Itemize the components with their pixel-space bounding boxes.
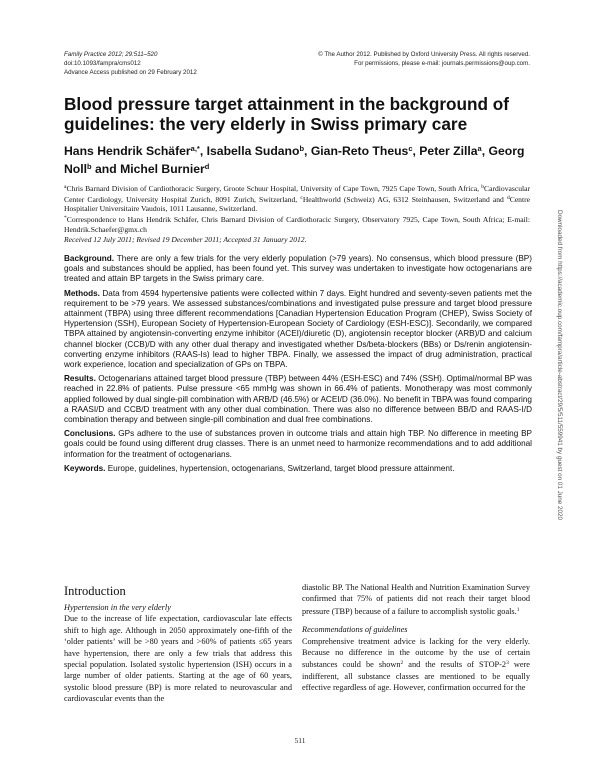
author-list: Hans Hendrik Schäfer$^{a,*}$, Isabella Sudano$^b$, Gian-Reto Theus$^c$, Peter Zilla$^a$, Georg Noll$^b$ and Michel Burnier$^d$ [64, 144, 525, 176]
affiliation-c: Healthworld (Schweiz) AG, 6312 Steinhausen, Switzerland and [302, 194, 504, 204]
advance-access: Advance Access published on 29 February 2012 [64, 69, 197, 76]
body-column-right [302, 582, 530, 694]
affiliations: $^a$Chris Barnard Division of Cardiothoracic Surgery, Groote Schuur Hospital, University of Cape Town, 7925 Cape Town, South Africa, $^b$Cardiovascular Center Cardiology, University Hospital Zurich, 8091 Zurich, Switzerland, $^c$Healthworld (Schweiz) AG, 6312 Steinhausen, Switzerland and $^d$Centre Hospitalier Universitaire Vaudois, 1011 Lausanne, Switzerland. *Correspondence to Hans Hendrik Schäfer, Chris Barnard Division of Cardiothoracic Surgery, Observatory 7925, Cape Town, South Africa; E-mail: Hendrik.Schaefer@gmx.ch Received 12 July 2011; Revised 19 December 2011; Accepted 31 January 2012. [64, 184, 530, 244]
citation-ref: 1 [516, 606, 520, 613]
received-dates: Received 12 July 2011; Revised 19 December 2011; Accepted 31 January 2012. [64, 234, 307, 244]
abstract-conclusions: Conclusions. GPs adhere to the use of substances proven in outcome trials and attain high TBP. No difference in meeting BP goals could be found using different drug classes. There is an unmet need to harmonize recommendations and to add additional information for the treatment of octogenarians. [64, 429, 532, 459]
author-affiliation-mark: a [477, 144, 482, 153]
body-paragraph: diastolic BP. The National Health and Nutrition Examination Survey confirmed that 75% of patients did not reach their target blood pressure (TBP) because of a failure to accomplish systolic goals.$^1$ [302, 583, 530, 616]
author-name: Gian-Reto Theus [310, 144, 409, 158]
citation-ref: 2 [400, 660, 404, 667]
author-name: Hans Hendrik Schäfer [64, 144, 191, 158]
download-watermark: Downloaded from https://academic.oup.com/fampra/article-abstract/29/5/511/559941 by guest on 01 June 2020 [556, 210, 563, 521]
abstract-background: Background. There are only a few trials for the very elderly population (>79 years). No consensus, which blood pressure (BP) goals and substances should be applied, has been found yet. This survey was undertaken to investigate how octogenarians are treated and attain BP targets in the Swiss primary care. [64, 254, 532, 284]
abstract-methods: Methods. Data from 4594 hypertensive patients were collected within 7 days. Eight hundred and seventy-seven patients met the requirement to be >79 years. We assessed substances/combinations and investigated pulse pressure and target blood pressure attainment (TBPA) using three different recommendations [Canadian Hypertension Education Program (CHEP), Swiss Society of Hypertension (SSH), European Society of Hypertension-European Society of Cardiology (ESH-ESC)]. Secondarily, we compared TBPA attained by angiotensin-converting enzyme inhibitor (ACEI)/diuretic (D), angiotensin receptor blocker (ARB)/D and calcium channel blocker (CCB)/D with any other dual therapy and investigated whether Ds/beta-blockers (BBs) or Ds/renin angiotensin-converting enzyme inhibitors (RAAS-Is) lead to higher TBPA. Finally, we assessed the impact of drug administration, practical work experience, location and specialization of GPs on TBPA. [64, 288, 532, 370]
abstract [64, 254, 532, 478]
journal-header [64, 50, 197, 77]
author-affiliation-mark: d [204, 162, 210, 171]
copyright-line: © The Author 2012. Published by Oxford University Press. All rights reserved. [318, 51, 530, 58]
author-affiliation-mark: b [299, 144, 305, 153]
abstract-results: Results. Octogenarians attained target blood pressure (TBP) between 44% (ESH-ESC) and 74% (SSH). Optimal/normal BP was reached in 22.8% of patients. Pulse pressure <65 mmHg was shown in 66.4% of patients. Monotherapy was most commonly applied followed by dual single-pill combination with ARB/D (46.5%) or ACEI/D (36.0%). No benefit in TBPA was found comparing a RAASI/D and CCB/D treatment with any other dual combination. There was also no difference between BB/D and RAAS-I/D combination therapy and between single-pill combination and dual free combinations. [64, 374, 532, 425]
affiliation-a: Chris Barnard Division of Cardiothoracic Surgery, Groote Schuur Hospital, University of Cape Town, 7925 Cape Town, South Africa, [66, 184, 480, 193]
body-column-left [64, 583, 292, 705]
permissions-line: For permissions, please e-mail: journals.permissions@oup.com. [354, 60, 530, 67]
subsection-heading: Recommendations of guidelines [302, 625, 408, 635]
author-name: Peter Zilla [419, 144, 478, 158]
author-affiliation-mark: a,* [190, 144, 200, 153]
body-paragraph: Due to the increase of life expectation, cardiovascular late effects shift to high age. Although in 2050 approximately one-fifth of the ‘older patients’ will be >80 years and >60% of patients ≤65 years have hypertension, there are only a few trials that address this special population. Isolated systolic hypertension (ISH) occurs in a large number of older patients. Starting at the age of 60 years, systolic blood pressure (BP) is more related to neurovascular and cardiovascular events than the [64, 614, 292, 704]
correspondence: Correspondence to Hans Hendrik Schäfer, Chris Barnard Division of Cardiothoracic Surgery, Observatory 7925, Cape Town, South Africa; E-mail: Hendrik.Schaefer@gmx.ch [64, 215, 530, 234]
author-name: Michel Burnier [120, 162, 205, 176]
body-paragraph: Comprehensive treatment advice is lacking for the very elderly. Because no difference in the outcome by the use of certain substances could be shown$^2$ and the results of STOP-2$^3$ were indifferent, all substance classes are mentioned to be equally effective regardless of age. However, confirmation occurred for the [302, 636, 530, 693]
copyright-header [318, 50, 530, 68]
author-affiliation-mark: b [87, 162, 92, 171]
abstract-keywords: Keywords. Europe, guidelines, hypertension, octogenarians, Switzerland, target blood pressure attainment. [64, 463, 455, 473]
affiliation-d: Centre Hospitalier Universitaire Vaudois, 1011 Lausanne, Switzerland. [64, 194, 530, 214]
author-name: Georg Noll [64, 144, 525, 176]
subsection-heading: Hypertension in the very elderly [64, 603, 171, 612]
author-name: Isabella Sudano [206, 144, 300, 158]
author-affiliation-mark: c [408, 144, 413, 153]
section-heading-introduction: Introduction [64, 584, 126, 598]
affiliation-b: Cardiovascular Center Cardiology, University Hospital Zurich, 8091 Zurich, Switzerland, [64, 184, 530, 204]
journal-citation: Family Practice 2012; 29:511–520 [64, 51, 158, 58]
page-number: 511 [294, 736, 306, 745]
doi: doi:10.1093/fampra/cms012 [64, 60, 141, 67]
affiliation-lines: $^a$Chris Barnard Division of Cardiothoracic Surgery, Groote Schuur Hospital, University of Cape Town, 7925 Cape Town, South Africa, $^b$Cardiovascular Center Cardiology, University Hospital Zurich, 8091 Zurich, Switzerland, $^c$Healthworld (Schweiz) AG, 6312 Steinhausen, Switzerland and $^d$Centre Hospitalier Universitaire Vaudois, 1011 Lausanne, Switzerland. [64, 184, 530, 214]
citation-ref: 3 [506, 660, 509, 667]
paper-title: Blood pressure target attainment in the background of guidelines: the very elderly in Swiss primary care [64, 94, 510, 134]
